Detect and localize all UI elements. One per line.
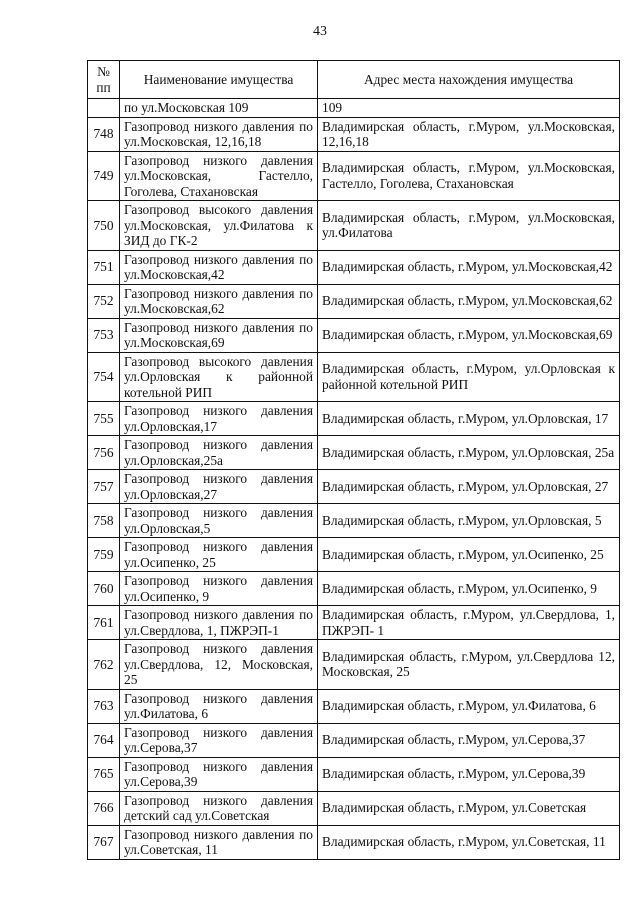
row-number: 765 [88,757,120,791]
row-address: Владимирская область, г.Муром, ул.Московская,62 [318,284,620,318]
row-number: 754 [88,352,120,402]
table-row [88,504,620,538]
row-address: Владимирская область, г.Муром, ул.Филатова, 6 [318,689,620,723]
row-number: 767 [88,825,120,859]
header-name: Наименование имущества [120,61,318,99]
row-name: Газопровод низкого давления детский сад ул.Советская [120,791,318,825]
table-row [88,791,620,825]
row-number: 766 [88,791,120,825]
row-name: Газопровод низкого давления ул.Серова,39 [120,757,318,791]
row-address: Владимирская область, г.Муром, ул.Серова,37 [318,723,620,757]
row-number: 756 [88,436,120,470]
row-name: Газопровод низкого давления ул.Филатова, 6 [120,689,318,723]
table-row [88,689,620,723]
continuation-address: 109 [318,99,620,118]
row-name: Газопровод низкого давления ул.Орловская,17 [120,402,318,436]
table-row [88,640,620,690]
row-address: Владимирская область, г.Муром, ул.Орловская, 25а [318,436,620,470]
table-row [88,436,620,470]
row-number: 759 [88,538,120,572]
row-name: Газопровод низкого давления ул.Орловская,5 [120,504,318,538]
table-header-row [88,61,620,99]
row-number: 761 [88,606,120,640]
table-row [88,402,620,436]
continuation-name: по ул.Московская 109 [120,99,318,118]
property-table [87,60,620,860]
table-row [88,538,620,572]
table-row [88,151,620,201]
row-name: Газопровод низкого давления ул.Свердлова, 12, Московская, 25 [120,640,318,690]
continuation-row [88,99,620,118]
row-address: Владимирская область, г.Муром, ул.Советская [318,791,620,825]
row-name: Газопровод низкого давления по ул.Свердлова, 1, ПЖРЭП-1 [120,606,318,640]
row-address: Владимирская область, г.Муром, ул.Московская, Гастелло, Гоголева, Стахановская [318,151,620,201]
row-name: Газопровод высокого давления ул.Московская, ул.Филатова к ЗИД до ГК-2 [120,201,318,251]
row-address: Владимирская область, г.Муром, ул.Орловская, 17 [318,402,620,436]
table-row [88,723,620,757]
row-address: Владимирская область, г.Муром, ул.Орловская к районной котельной РИП [318,352,620,402]
row-name: Газопровод высокого давления ул.Орловская к районной котельной РИП [120,352,318,402]
row-number: 750 [88,201,120,251]
row-address: Владимирская область, г.Муром, ул.Московская, 12,16,18 [318,117,620,151]
table-row [88,572,620,606]
row-name: Газопровод низкого давления ул.Осипенко, 25 [120,538,318,572]
table-row [88,284,620,318]
header-number: № пп [88,61,120,99]
table-row [88,201,620,251]
page-number: 43 [313,24,327,39]
row-name: Газопровод низкого давления ул.Московская, Гастелло, Гоголева, Стахановская [120,151,318,201]
table-row [88,250,620,284]
table-body [88,99,620,860]
row-name: Газопровод низкого давления по ул.Московская,69 [120,318,318,352]
row-number: 752 [88,284,120,318]
row-number: 758 [88,504,120,538]
row-name: Газопровод низкого давления по ул.Московская,62 [120,284,318,318]
table-row [88,352,620,402]
row-number: 762 [88,640,120,690]
row-name: Газопровод низкого давления по ул.Московская,42 [120,250,318,284]
row-number: 760 [88,572,120,606]
row-number: 748 [88,117,120,151]
row-number: 749 [88,151,120,201]
row-number: 764 [88,723,120,757]
table-row [88,825,620,859]
row-name: Газопровод низкого давления по ул.Советская, 11 [120,825,318,859]
row-address: Владимирская область, г.Муром, ул.Московская,42 [318,250,620,284]
row-address: Владимирская область, г.Муром, ул.Орловская, 27 [318,470,620,504]
row-name: Газопровод низкого давления ул.Орловская,25а [120,436,318,470]
row-address: Владимирская область, г.Муром, ул.Осипенко, 9 [318,572,620,606]
row-number: 757 [88,470,120,504]
row-address: Владимирская область, г.Муром, ул.Свердлова 12, Московская, 25 [318,640,620,690]
row-address: Владимирская область, г.Муром, ул.Свердлова, 1, ПЖРЭП- 1 [318,606,620,640]
continuation-number [88,99,120,118]
row-address: Владимирская область, г.Муром, ул.Советская, 11 [318,825,620,859]
row-address: Владимирская область, г.Муром, ул.Московская,69 [318,318,620,352]
header-address: Адрес места нахождения имущества [318,61,620,99]
row-address: Владимирская область, г.Муром, ул.Орловская, 5 [318,504,620,538]
row-name: Газопровод низкого давления ул.Серова,37 [120,723,318,757]
table-row [88,470,620,504]
row-name: Газопровод низкого давления ул.Орловская,27 [120,470,318,504]
row-name: Газопровод низкого давления ул.Осипенко, 9 [120,572,318,606]
row-address: Владимирская область, г.Муром, ул.Московская, ул.Филатова [318,201,620,251]
row-address: Владимирская область, г.Муром, ул.Серова,39 [318,757,620,791]
row-number: 753 [88,318,120,352]
row-address: Владимирская область, г.Муром, ул.Осипенко, 25 [318,538,620,572]
row-number: 751 [88,250,120,284]
row-number: 763 [88,689,120,723]
table-row [88,117,620,151]
row-number: 755 [88,402,120,436]
table-row [88,318,620,352]
row-name: Газопровод низкого давления по ул.Московская, 12,16,18 [120,117,318,151]
table-row [88,606,620,640]
table-row [88,757,620,791]
